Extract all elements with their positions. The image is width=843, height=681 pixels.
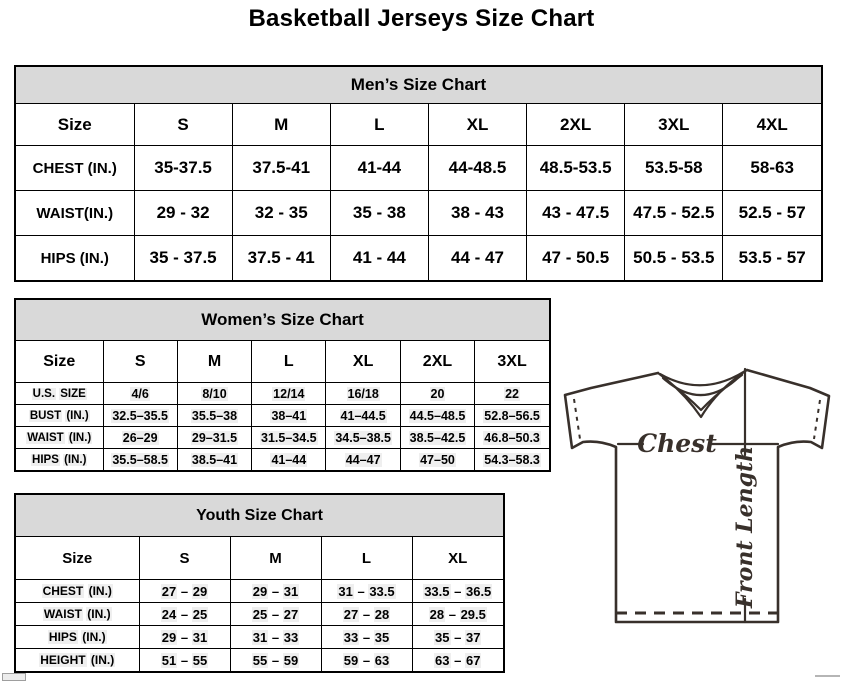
size-cell: 35-37.5 <box>134 146 232 191</box>
shaded-value: (IN.) <box>66 409 89 422</box>
size-cell: 31 – 33.5 <box>321 580 412 603</box>
jersey-outline <box>565 370 829 622</box>
youth-size-chart <box>14 493 505 673</box>
column-header: S <box>139 537 230 580</box>
womens-size-chart <box>14 298 551 472</box>
size-cell: 53.5-58 <box>625 146 723 191</box>
cropped-bottom-left-fragment <box>2 673 26 681</box>
size-cell: 29 – 31 <box>230 580 321 603</box>
column-header: L <box>330 104 428 146</box>
shaded-value: 44.5–48.5 <box>409 408 466 423</box>
row-label: CHEST (IN.) <box>16 146 134 191</box>
size-cell: 35 - 38 <box>330 191 428 236</box>
size-cell: 31 – 33 <box>230 626 321 649</box>
shaded-value: 27 <box>343 606 359 622</box>
table-row <box>16 649 503 672</box>
shaded-value: 29 <box>161 629 177 645</box>
shaded-value: (IN.) <box>82 630 106 644</box>
youth-table-body <box>16 537 503 671</box>
row-label <box>16 649 139 672</box>
size-cell <box>177 427 251 449</box>
shaded-value: 31.5–34.5 <box>261 430 317 445</box>
size-cell: 38 - 43 <box>428 191 526 236</box>
size-cell <box>475 427 549 449</box>
table-row <box>16 405 549 427</box>
shaded-value: 29–31.5 <box>191 430 238 445</box>
shaded-value: 41–44 <box>271 452 307 467</box>
row-label <box>16 580 139 603</box>
column-header: XL <box>412 537 503 580</box>
shaded-value: 28 <box>374 606 390 622</box>
size-cell <box>326 383 400 405</box>
table-row <box>16 146 821 191</box>
size-cell <box>326 427 400 449</box>
row-label <box>16 383 103 405</box>
front-length-label: Front Length <box>732 445 758 609</box>
shaded-value: HIPS <box>32 453 59 466</box>
shaded-value: 34.5–38.5 <box>335 430 391 445</box>
shaded-value: 31 <box>252 629 268 645</box>
shaded-value: WAIST <box>43 607 82 621</box>
size-cell <box>252 427 326 449</box>
shaded-value: 22 <box>505 386 520 401</box>
shaded-value: 27 <box>161 583 177 599</box>
shaded-value: 47–50 <box>420 452 455 467</box>
shaded-value: 38–41 <box>271 408 307 423</box>
shaded-value: 46.8–50.3 <box>484 430 540 445</box>
shaded-value: (IN.) <box>88 584 112 598</box>
shaded-value: 41–44.5 <box>340 408 386 423</box>
column-header: XL <box>428 104 526 146</box>
womens-table-body <box>16 341 549 470</box>
shaded-value: HEIGHT <box>40 653 86 667</box>
mens-size-chart <box>14 65 823 282</box>
shaded-value: 55 <box>252 652 268 668</box>
shaded-value: 51 <box>161 652 177 668</box>
size-cell: 41 - 44 <box>330 236 428 281</box>
size-cell: 29 - 32 <box>134 191 232 236</box>
table-row <box>16 449 549 471</box>
size-cell: 44-48.5 <box>428 146 526 191</box>
shaded-value: 31 <box>192 629 208 645</box>
column-header: M <box>230 537 321 580</box>
shaded-value: 26–29 <box>122 430 158 445</box>
shaded-value: 12/14 <box>273 386 305 401</box>
size-cell: 27 – 29 <box>139 580 230 603</box>
size-cell: 48.5-53.5 <box>527 146 625 191</box>
size-cell: 37.5-41 <box>232 146 330 191</box>
shaded-value: 8/10 <box>202 386 227 401</box>
chest-label: Chest <box>637 429 717 458</box>
shaded-value: 59 <box>343 652 359 668</box>
shaded-value: 33 <box>283 629 299 645</box>
column-header: XL <box>326 341 400 383</box>
size-cell <box>400 405 474 427</box>
shaded-value: (IN.) <box>68 431 92 444</box>
size-cell: 41-44 <box>330 146 428 191</box>
size-cell <box>103 405 177 427</box>
shaded-value: 59 <box>283 652 299 668</box>
row-label <box>16 405 103 427</box>
size-cell <box>103 449 177 471</box>
column-header: L <box>252 341 326 383</box>
page-title: Basketball Jerseys Size Chart <box>248 5 595 32</box>
size-cell: 44 - 47 <box>428 236 526 281</box>
table-row <box>16 626 503 649</box>
mens-table-body <box>16 104 821 280</box>
table-row <box>16 580 503 603</box>
size-cell: 33 – 35 <box>321 626 412 649</box>
row-label: HIPS (IN.) <box>16 236 134 281</box>
shaded-value: 35 <box>374 629 390 645</box>
size-cell: 58-63 <box>723 146 821 191</box>
shaded-value: 38.5–41 <box>191 452 238 467</box>
size-cell <box>475 449 549 471</box>
size-cell: 27 – 28 <box>321 603 412 626</box>
size-cell <box>400 383 474 405</box>
size-cell <box>400 449 474 471</box>
header-row <box>16 104 821 146</box>
shaded-value: 63 <box>435 652 450 668</box>
shaded-value: 35.5–38 <box>191 408 238 423</box>
column-header: 4XL <box>723 104 821 146</box>
row-label <box>16 449 103 471</box>
size-cell <box>475 405 549 427</box>
size-cell <box>252 449 326 471</box>
shaded-value: 35 <box>435 629 450 645</box>
size-cell <box>326 449 400 471</box>
shaded-value: 52.8–56.5 <box>484 408 540 423</box>
size-table <box>16 341 549 470</box>
column-header: 3XL <box>475 341 549 383</box>
header-row <box>16 537 503 580</box>
shaded-value: U.S. <box>32 387 56 400</box>
shaded-value: 20 <box>430 386 445 401</box>
column-header: S <box>134 104 232 146</box>
shaded-value: 37 <box>465 629 481 645</box>
size-table <box>16 537 503 671</box>
table-row <box>16 236 821 281</box>
size-cell: 43 - 47.5 <box>527 191 625 236</box>
cropped-bottom-right-fragment <box>815 675 840 677</box>
size-cell: 35 - 37.5 <box>134 236 232 281</box>
column-header: M <box>177 341 251 383</box>
shaded-value: HIPS <box>48 630 77 644</box>
shaded-value: 33.5 <box>424 583 450 599</box>
size-cell: 47 - 50.5 <box>527 236 625 281</box>
size-cell <box>252 405 326 427</box>
jersey-measurement-diagram <box>555 355 843 679</box>
column-header: Size <box>16 104 134 146</box>
shaded-value: SIZE <box>60 387 86 400</box>
table-row <box>16 191 821 236</box>
shaded-value: 29.5 <box>460 606 486 622</box>
size-cell <box>326 405 400 427</box>
row-label: WAIST(IN.) <box>16 191 134 236</box>
shaded-value: (IN.) <box>64 453 87 466</box>
womens-table-title: Women’s Size Chart <box>16 300 549 341</box>
shaded-value: 67 <box>465 652 481 668</box>
shaded-value: (IN.) <box>90 653 115 667</box>
column-header: 2XL <box>400 341 474 383</box>
size-cell: 35 – 37 <box>412 626 503 649</box>
mens-table-title: Men’s Size Chart <box>16 67 821 104</box>
column-header: Size <box>16 341 103 383</box>
size-cell <box>400 427 474 449</box>
column-header: 2XL <box>527 104 625 146</box>
right-cuff-stitch-line <box>814 400 820 439</box>
row-label <box>16 603 139 626</box>
shaded-value: 33 <box>343 629 359 645</box>
size-cell: 29 – 31 <box>139 626 230 649</box>
size-cell: 37.5 - 41 <box>232 236 330 281</box>
size-cell <box>252 383 326 405</box>
shaded-value: BUST <box>29 409 62 422</box>
shaded-value: 16/18 <box>347 386 379 401</box>
table-row <box>16 427 549 449</box>
table-row <box>16 603 503 626</box>
size-cell <box>177 405 251 427</box>
shaded-value: 27 <box>283 606 299 622</box>
size-cell <box>103 383 177 405</box>
shaded-value: 36.5 <box>465 583 492 599</box>
size-cell <box>475 383 549 405</box>
shaded-value: 24 <box>161 606 177 622</box>
size-cell: 63 – 67 <box>435 652 481 668</box>
size-cell: 47.5 - 52.5 <box>625 191 723 236</box>
shaded-value: 54.3–58.3 <box>484 452 540 467</box>
size-cell: 28 – 29.5 <box>412 603 503 626</box>
column-header: Size <box>16 537 139 580</box>
shaded-value: 44–47 <box>345 452 381 467</box>
shaded-value: 28 <box>429 606 445 622</box>
table-row <box>16 383 549 405</box>
size-table <box>16 104 821 280</box>
left-cuff-stitch-line <box>574 399 580 439</box>
column-header: S <box>103 341 177 383</box>
shaded-value: 25 <box>252 606 268 622</box>
size-cell: 25 – 27 <box>230 603 321 626</box>
header-row <box>16 341 549 383</box>
shaded-value: 38.5–42.5 <box>409 430 466 445</box>
size-cell: 51 – 55 <box>139 649 230 672</box>
shaded-value: 63 <box>374 652 390 668</box>
shaded-value: 31 <box>338 583 353 599</box>
shaded-value: 4/6 <box>131 386 149 401</box>
size-cell: 50.5 - 53.5 <box>625 236 723 281</box>
shaded-value: 29 <box>192 583 208 599</box>
shaded-value: WAIST <box>27 431 64 444</box>
shaded-value: (IN.) <box>87 607 111 621</box>
shaded-value: 25 <box>192 606 208 622</box>
shaded-value: 55 <box>192 652 208 668</box>
shaded-value: 33.5 <box>369 583 395 599</box>
size-cell: 53.5 - 57 <box>738 248 806 267</box>
column-header: 3XL <box>625 104 723 146</box>
column-header: M <box>232 104 330 146</box>
column-header: L <box>321 537 412 580</box>
size-cell: 52.5 - 57 <box>723 191 821 236</box>
size-cell <box>177 449 251 471</box>
size-cell: 32 - 35 <box>232 191 330 236</box>
shaded-value: CHEST <box>42 584 84 598</box>
youth-table-title: Youth Size Chart <box>16 495 503 537</box>
row-label <box>16 427 103 449</box>
size-cell: 59 – 63 <box>321 649 412 672</box>
size-cell: 33.5 – 36.5 <box>412 580 503 603</box>
size-cell: 24 – 25 <box>139 603 230 626</box>
shaded-value: 29 <box>252 583 268 599</box>
size-cell <box>103 427 177 449</box>
shaded-value: 31 <box>283 583 299 599</box>
size-cell: 55 – 59 <box>230 649 321 672</box>
size-cell <box>177 383 251 405</box>
shaded-value: 32.5–35.5 <box>112 408 168 423</box>
shaded-value: 35.5–58.5 <box>112 452 168 467</box>
row-label <box>16 626 139 649</box>
